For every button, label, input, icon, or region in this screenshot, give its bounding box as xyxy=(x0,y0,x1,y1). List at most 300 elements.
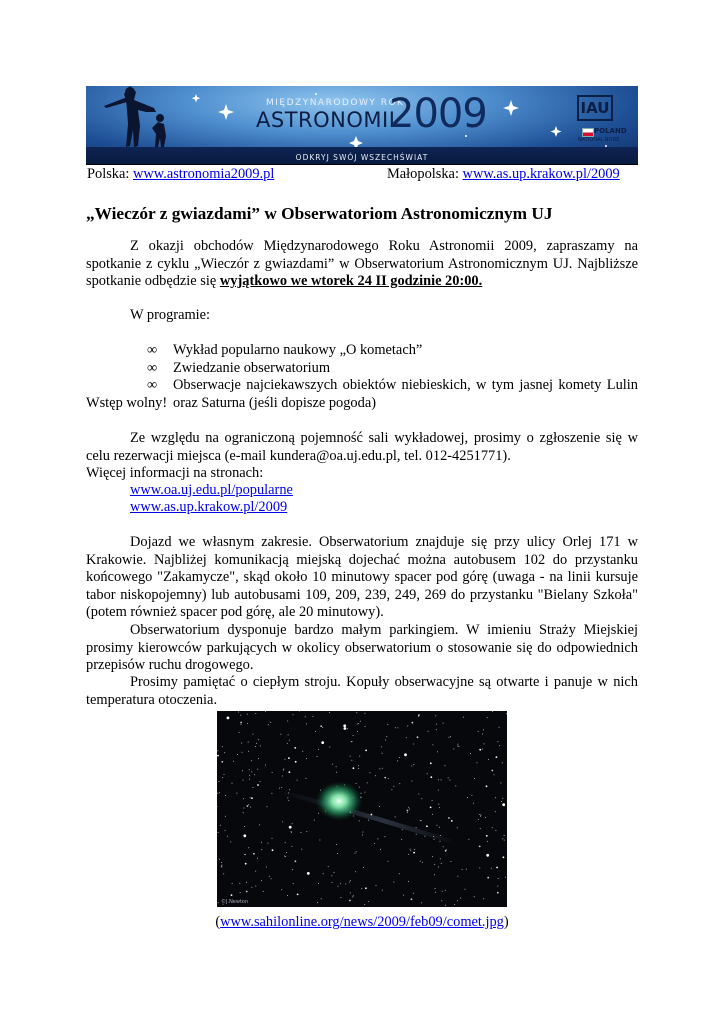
star xyxy=(248,751,249,752)
star xyxy=(267,806,268,807)
star xyxy=(239,732,240,733)
star xyxy=(343,724,346,727)
star xyxy=(480,816,481,817)
banner-intl-text: MIĘDZYNARODOWY ROK xyxy=(266,98,405,108)
star xyxy=(351,760,352,761)
star xyxy=(248,742,249,743)
star xyxy=(476,762,477,763)
star xyxy=(379,768,380,769)
star xyxy=(416,834,417,835)
clothing-paragraph: Prosimy pamiętać o ciepłym stroju. Kopuły obserwacyjne są otwarte i panuje w nich temperatura otoczenia. xyxy=(86,674,638,708)
star xyxy=(496,756,498,758)
star xyxy=(265,765,266,766)
star xyxy=(332,764,333,765)
star xyxy=(413,852,415,854)
info-link-2009[interactable]: www.as.up.krakow.pl/2009 xyxy=(130,499,288,515)
star xyxy=(375,775,376,776)
star xyxy=(271,878,272,879)
star xyxy=(393,882,394,883)
star xyxy=(242,752,243,753)
star xyxy=(243,798,244,799)
star xyxy=(280,734,281,735)
star xyxy=(374,843,375,844)
star xyxy=(395,727,396,728)
star xyxy=(426,825,428,827)
star xyxy=(440,858,441,859)
star xyxy=(238,712,239,713)
star xyxy=(380,849,381,850)
star xyxy=(393,786,394,787)
star xyxy=(282,776,283,777)
star xyxy=(251,887,252,888)
star xyxy=(349,882,350,883)
star xyxy=(432,744,433,745)
star xyxy=(355,853,356,854)
star xyxy=(470,753,471,754)
star xyxy=(448,817,450,819)
star xyxy=(440,841,441,842)
star xyxy=(428,731,429,732)
star xyxy=(448,777,449,778)
star xyxy=(217,806,218,807)
star xyxy=(492,711,493,712)
star xyxy=(289,826,292,829)
star xyxy=(363,867,364,868)
star xyxy=(350,880,351,881)
star xyxy=(224,774,225,775)
star xyxy=(474,778,475,779)
star xyxy=(406,737,407,738)
star xyxy=(288,734,289,735)
star xyxy=(334,872,335,873)
star xyxy=(436,724,437,725)
star xyxy=(438,804,439,805)
star xyxy=(382,890,383,891)
star xyxy=(257,769,258,770)
star xyxy=(407,726,408,727)
star xyxy=(381,746,382,747)
star xyxy=(356,712,357,713)
star xyxy=(231,894,233,896)
star xyxy=(336,766,337,767)
star xyxy=(349,900,351,902)
star xyxy=(257,858,258,859)
star xyxy=(292,869,293,870)
star xyxy=(364,713,365,714)
star xyxy=(504,835,505,836)
star xyxy=(225,795,226,796)
star xyxy=(249,769,250,770)
star xyxy=(252,787,253,788)
program-item: ∞ Wykład popularno naukowy „O kometach” xyxy=(147,342,423,358)
star xyxy=(438,790,439,791)
star xyxy=(432,814,433,815)
star xyxy=(388,861,389,862)
star xyxy=(223,873,224,874)
star xyxy=(318,883,319,884)
star xyxy=(473,803,474,804)
star xyxy=(432,800,433,801)
star xyxy=(444,765,445,766)
star xyxy=(414,849,415,850)
star xyxy=(261,849,262,850)
star xyxy=(344,727,347,730)
star xyxy=(317,902,318,903)
star xyxy=(261,880,262,881)
star xyxy=(504,840,505,841)
star xyxy=(458,746,459,747)
star xyxy=(249,779,250,780)
star xyxy=(221,862,222,863)
star xyxy=(314,820,315,821)
star xyxy=(222,746,223,747)
star xyxy=(450,736,451,737)
star xyxy=(413,744,414,745)
star xyxy=(340,883,341,884)
star xyxy=(250,797,251,798)
star xyxy=(281,787,282,788)
star xyxy=(295,860,297,862)
star xyxy=(249,775,250,776)
star xyxy=(317,756,318,757)
star xyxy=(289,740,290,741)
star xyxy=(322,727,323,728)
star xyxy=(465,889,466,890)
star xyxy=(498,878,499,879)
star xyxy=(441,900,442,901)
star xyxy=(438,779,439,780)
star xyxy=(422,862,423,863)
star xyxy=(441,863,442,864)
star xyxy=(487,841,488,842)
star xyxy=(221,761,223,763)
star xyxy=(418,794,419,795)
star xyxy=(376,885,377,886)
iau-logo: IAU xyxy=(577,95,613,121)
star xyxy=(408,807,409,808)
star xyxy=(439,807,440,808)
star xyxy=(482,734,483,735)
intro-paragraph xyxy=(86,238,638,291)
star xyxy=(283,769,284,770)
star xyxy=(500,783,501,784)
star xyxy=(350,756,351,757)
star xyxy=(293,883,294,884)
star xyxy=(451,861,452,862)
star xyxy=(502,762,503,763)
star xyxy=(478,731,479,732)
star xyxy=(451,820,453,822)
star xyxy=(287,721,288,722)
star xyxy=(225,830,226,831)
photo-source-link[interactable]: www.sahilonline.org/news/2009/feb09/comet.jpg xyxy=(220,914,504,930)
star xyxy=(499,727,500,728)
intro-text: Z okazji obchodów Międzynarodowego Roku Astronomii 2009, zapraszamy na spotkanie z cyklu „Wieczór z gwiazdami” w Obserwatorium Astronomicznym UJ. Najbliższe spotkanie odbędzie się xyxy=(86,238,638,290)
star xyxy=(243,834,246,837)
star xyxy=(284,856,285,857)
star xyxy=(434,864,435,865)
star xyxy=(258,758,259,759)
star xyxy=(483,898,484,899)
star xyxy=(295,761,297,763)
banner-node-text: NATIONAL NODE xyxy=(578,137,620,143)
star xyxy=(457,900,458,901)
star xyxy=(404,753,407,756)
star xyxy=(221,866,222,867)
star xyxy=(329,712,330,713)
star xyxy=(435,888,436,889)
star xyxy=(457,827,458,828)
star xyxy=(266,867,267,868)
star xyxy=(270,722,271,723)
star xyxy=(301,849,302,850)
star xyxy=(255,886,256,887)
star xyxy=(252,734,253,735)
star xyxy=(411,766,412,767)
star xyxy=(410,849,411,850)
star xyxy=(246,891,248,893)
star xyxy=(370,772,371,773)
star xyxy=(506,713,507,714)
star xyxy=(307,872,310,875)
silhouette-child xyxy=(152,122,166,147)
star xyxy=(289,789,290,790)
star xyxy=(353,895,354,896)
star xyxy=(391,789,392,790)
star xyxy=(251,771,252,772)
star xyxy=(420,861,421,862)
star xyxy=(439,827,440,828)
star xyxy=(480,815,481,816)
star xyxy=(332,882,333,883)
star xyxy=(408,854,409,855)
star xyxy=(491,868,492,869)
star xyxy=(407,810,409,812)
star xyxy=(243,808,244,809)
star xyxy=(233,761,234,762)
star xyxy=(225,816,226,817)
star xyxy=(432,856,433,857)
star xyxy=(361,888,362,889)
star xyxy=(299,711,300,712)
star xyxy=(248,847,249,848)
star xyxy=(219,781,220,782)
star xyxy=(487,877,489,879)
star xyxy=(483,729,484,730)
star xyxy=(256,743,257,744)
star xyxy=(240,892,241,893)
star xyxy=(410,850,411,851)
banner-year: 2009 xyxy=(389,91,487,137)
star xyxy=(368,820,369,821)
directions-paragraph: Dojazd we własnym zakresie. Obserwatorium znajduje się przy ulicy Orlej 171 w Krakowie. Najbliżej komunikacją miejską dojechać można autobusem 102 do przystanku końcowego "Zakamycze", skąd około 10 minutowy spacer pod górę (uwaga - na linii kursuje tabor niskopojemny) lub autobusami 109, 209, 239, 249, 269 do przystanku "Bielany Szkoła" (potem również spacer pod górę, ale 20 minutowy). xyxy=(86,534,638,621)
star xyxy=(357,724,358,725)
star xyxy=(292,823,293,824)
star xyxy=(382,753,383,754)
star xyxy=(479,846,481,848)
star xyxy=(217,755,219,757)
star xyxy=(449,780,450,781)
star xyxy=(499,745,500,746)
star xyxy=(287,743,288,744)
star xyxy=(438,867,439,868)
registration-paragraph: Ze względu na ograniczoną pojemność sali wykładowej, prosimy o zgłoszenie się w celu rezerwacji miejsca (e-mail kundera@oa.uj.edu.pl, tel. 012-4251771). xyxy=(86,430,638,464)
star xyxy=(460,898,461,899)
star xyxy=(468,839,469,840)
star xyxy=(497,892,499,894)
star xyxy=(306,723,307,724)
star xyxy=(315,731,316,732)
star xyxy=(251,760,252,761)
program-list xyxy=(147,342,638,412)
star xyxy=(424,836,425,837)
star xyxy=(395,816,396,817)
star xyxy=(491,770,493,772)
star xyxy=(479,814,480,815)
star xyxy=(411,781,412,782)
star xyxy=(260,745,261,746)
star xyxy=(457,744,458,745)
star xyxy=(260,781,261,782)
star xyxy=(430,776,432,778)
program-item: ∞ Obserwacje najciekawszych obiektów niebieskich, w tym jasnej komety Lulin oraz Saturna (jeśli dopisze pogoda) xyxy=(147,377,638,411)
polska-label: Polska: xyxy=(87,166,133,182)
star xyxy=(409,809,410,810)
star xyxy=(358,723,359,724)
star xyxy=(254,774,255,775)
star xyxy=(427,773,428,774)
star xyxy=(407,812,408,813)
star xyxy=(272,772,273,773)
star xyxy=(486,854,489,857)
star xyxy=(338,886,339,887)
starfield xyxy=(217,711,507,907)
star xyxy=(388,778,389,779)
star xyxy=(449,737,450,738)
star xyxy=(430,762,432,764)
star xyxy=(442,891,443,892)
star xyxy=(485,817,486,818)
star xyxy=(486,835,488,837)
star xyxy=(362,832,363,833)
star xyxy=(345,884,346,885)
star xyxy=(261,842,262,843)
star xyxy=(486,785,488,787)
star xyxy=(318,749,319,750)
star xyxy=(479,867,480,868)
iya-2009-banner xyxy=(86,86,638,164)
star xyxy=(243,812,244,813)
star xyxy=(494,774,495,775)
star xyxy=(441,779,442,780)
star xyxy=(446,849,447,850)
star xyxy=(297,894,299,896)
star xyxy=(359,820,360,821)
star xyxy=(288,800,289,801)
star xyxy=(356,851,357,852)
star xyxy=(443,846,444,847)
star xyxy=(237,754,238,755)
star xyxy=(240,722,242,724)
star xyxy=(248,804,249,805)
star xyxy=(368,901,369,902)
header-links xyxy=(86,164,638,183)
star xyxy=(455,785,456,786)
program-heading: W programie: xyxy=(130,307,211,323)
star xyxy=(359,756,360,757)
star xyxy=(247,805,249,807)
star xyxy=(291,831,292,832)
star xyxy=(353,767,355,769)
star xyxy=(412,722,414,724)
star xyxy=(287,797,288,798)
star xyxy=(306,831,307,832)
star xyxy=(496,867,498,869)
star xyxy=(247,714,248,715)
star xyxy=(282,821,283,822)
star xyxy=(320,725,322,727)
star xyxy=(350,892,351,893)
star xyxy=(399,783,400,784)
star xyxy=(272,849,274,851)
star xyxy=(418,714,420,716)
star xyxy=(408,881,409,882)
malopolska-link[interactable]: www.as.up.krakow.pl/2009 xyxy=(462,166,620,182)
bullet-icon: ∞ xyxy=(147,359,158,376)
star xyxy=(306,778,307,779)
star xyxy=(336,844,337,845)
star xyxy=(329,747,330,748)
star xyxy=(283,770,284,771)
star xyxy=(488,759,489,760)
star xyxy=(435,892,436,893)
star xyxy=(312,716,313,717)
star xyxy=(413,893,414,894)
star xyxy=(239,883,240,884)
star xyxy=(259,824,260,825)
star xyxy=(377,838,378,839)
star xyxy=(399,873,400,874)
star xyxy=(358,768,359,769)
info-link-popularne[interactable]: www.oa.uj.edu.pl/popularne xyxy=(130,482,293,498)
star xyxy=(336,772,337,773)
star xyxy=(291,846,292,847)
star xyxy=(397,760,398,761)
star xyxy=(263,891,264,892)
star xyxy=(411,898,413,900)
star xyxy=(384,836,385,837)
star xyxy=(267,843,268,844)
star xyxy=(347,728,348,729)
star xyxy=(386,736,387,737)
star xyxy=(328,866,329,867)
photo-credit: ©J.Newton xyxy=(221,899,249,905)
star xyxy=(385,740,386,741)
polska-link[interactable]: www.astronomia2009.pl xyxy=(132,166,275,182)
star xyxy=(286,852,287,853)
star xyxy=(305,716,306,717)
star xyxy=(430,807,432,809)
star xyxy=(443,723,444,724)
star xyxy=(360,721,361,722)
star xyxy=(495,797,496,798)
star xyxy=(482,749,483,750)
star xyxy=(453,749,454,750)
star xyxy=(502,838,503,839)
star xyxy=(365,887,367,889)
star xyxy=(337,853,338,854)
star xyxy=(319,840,320,841)
